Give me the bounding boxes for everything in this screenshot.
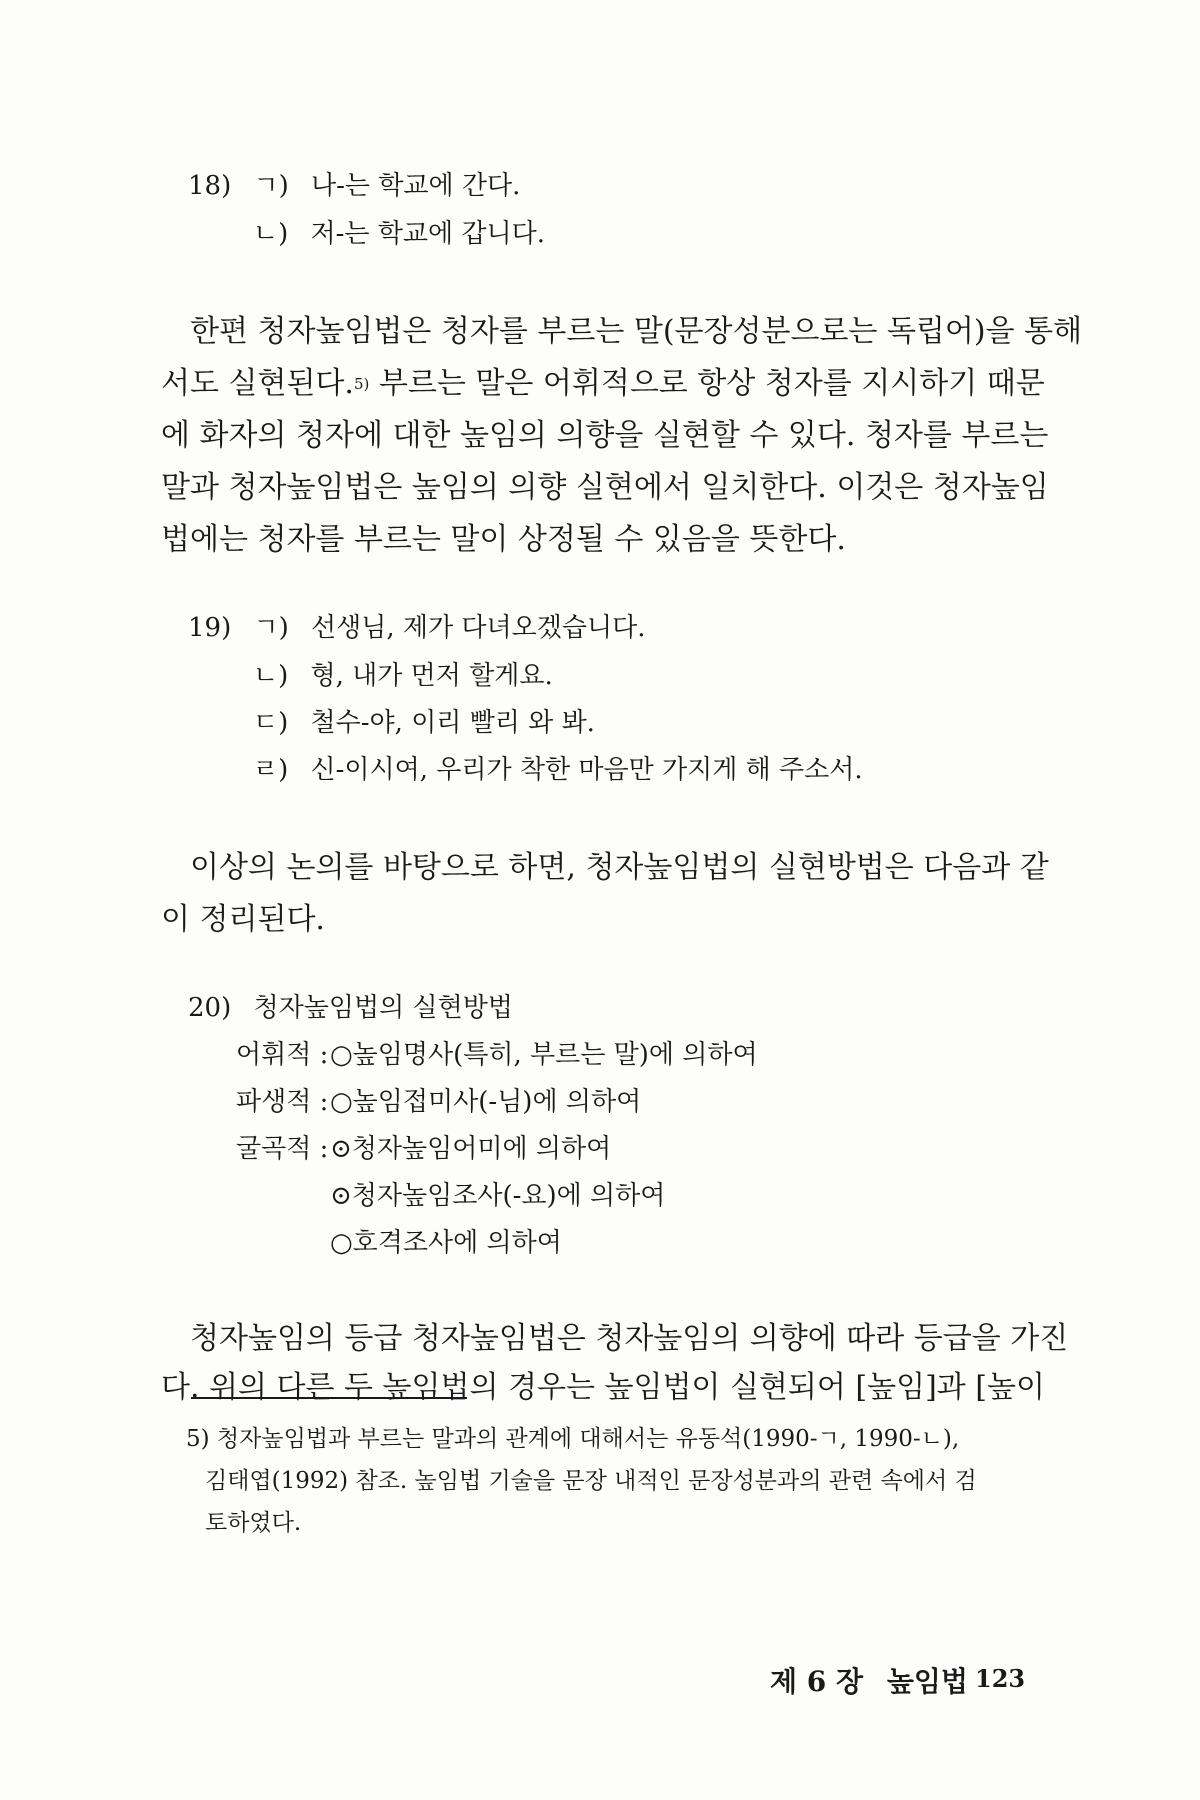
example-mark: ㄴ)	[253, 219, 289, 249]
chapter-title: 높임법	[886, 1665, 968, 1698]
example-19-line-3	[253, 702, 595, 739]
example-20-row-2	[236, 1081, 641, 1118]
example-19-line-2	[253, 655, 553, 692]
example-20-row-3	[236, 1128, 611, 1165]
chapter-label: 제 6 장	[770, 1665, 864, 1698]
page-number: 123	[975, 1664, 1026, 1693]
example-number: 20)	[188, 993, 232, 1023]
method-category: 파생적 :	[236, 1087, 329, 1117]
footnote-reference: 5)	[353, 375, 370, 393]
example-19-line-4	[253, 749, 863, 786]
example-18-line-2	[253, 213, 545, 250]
example-mark: ㄱ)	[253, 613, 289, 643]
paragraph-text: 부르는 말은 어휘적으로 항상 청자를 지시하기 때문	[378, 366, 1045, 401]
example-text: 형, 내가 먼저 할게요.	[310, 661, 553, 691]
method-text: ⊙청자높임어미에 의하여	[330, 1134, 612, 1164]
example-20-row-1	[236, 1034, 758, 1071]
method-category: 어휘적 :	[236, 1040, 329, 1070]
footnote-line-1: 5) 청자높임법과 부르는 말과의 관계에 대해서는 유동석(1990-ㄱ, 1990-ㄴ),	[186, 1426, 960, 1452]
example-text: 철수-야, 이리 빨리 와 봐.	[310, 708, 595, 738]
method-text: ⊙청자높임조사(-요)에 의하여	[330, 1181, 666, 1211]
example-20-row-4	[236, 1175, 665, 1212]
paragraph-text: 서도 실현된다.	[161, 366, 354, 401]
example-mark: ㄴ)	[253, 661, 289, 691]
example-18-line-1	[188, 165, 520, 202]
paragraph-1-line-5: 법에는 청자를 부르는 말이 상정될 수 있음을 뜻한다.	[161, 522, 846, 557]
paragraph-2-line-2: 이 정리된다.	[161, 902, 325, 937]
example-title: 청자높임법의 실현방법	[253, 993, 513, 1023]
footnote-line-3: 토하였다.	[205, 1510, 302, 1536]
paragraph-1-line-4: 말과 청자높임법은 높임의 의향 실현에서 일치한다. 이것은 청자높임	[161, 470, 1049, 505]
running-footer	[770, 1660, 968, 1700]
example-text: 저-는 학교에 갑니다.	[310, 219, 546, 249]
example-19-line-1	[188, 607, 645, 644]
paragraph-1-line-3: 에 화자의 청자에 대한 높임의 의향을 실현할 수 있다. 청자를 부르는	[161, 418, 1049, 453]
example-number: 18)	[188, 171, 232, 201]
method-category: 굴곡적 :	[236, 1134, 329, 1164]
paragraph-3-line-1: 청자높임의 등급 청자높임법은 청자높임의 의향에 따라 등급을 가진	[190, 1321, 1069, 1356]
footnote-divider	[191, 1397, 467, 1399]
example-mark: ㄹ)	[253, 755, 289, 785]
paragraph-2-line-1: 이상의 논의를 바탕으로 하면, 청자높임법의 실현방법은 다음과 같	[190, 850, 1049, 885]
paragraph-1-line-1: 한편 청자높임법은 청자를 부르는 말(문장성분으로는 독립어)을 통해	[190, 314, 1083, 349]
method-text: ○높임명사(특히, 부르는 말)에 의하여	[330, 1040, 758, 1070]
footnote-line-2: 김태엽(1992) 참조. 높임법 기술을 문장 내적인 문장성분과의 관련 속에서 검	[205, 1468, 977, 1494]
example-text: 신-이시여, 우리가 착한 마음만 가지게 해 주소서.	[310, 755, 863, 785]
example-text: 선생님, 제가 다녀오겠습니다.	[311, 613, 646, 643]
example-mark: ㄱ)	[253, 171, 289, 201]
example-20-heading	[188, 987, 513, 1024]
paragraph-3-line-2: 다. 위의 다른 두 높임법의 경우는 높임법이 실현되어 [높임]과 [높이	[161, 1370, 1045, 1405]
example-20-row-5	[236, 1222, 562, 1259]
example-text: 나-는 학교에 간다.	[311, 171, 521, 201]
example-number: 19)	[188, 613, 232, 643]
paragraph-1-line-2	[161, 358, 1045, 402]
example-mark: ㄷ)	[253, 708, 289, 738]
method-text: ○호격조사에 의하여	[330, 1228, 562, 1258]
method-text: ○높임접미사(-님)에 의하여	[330, 1087, 642, 1117]
